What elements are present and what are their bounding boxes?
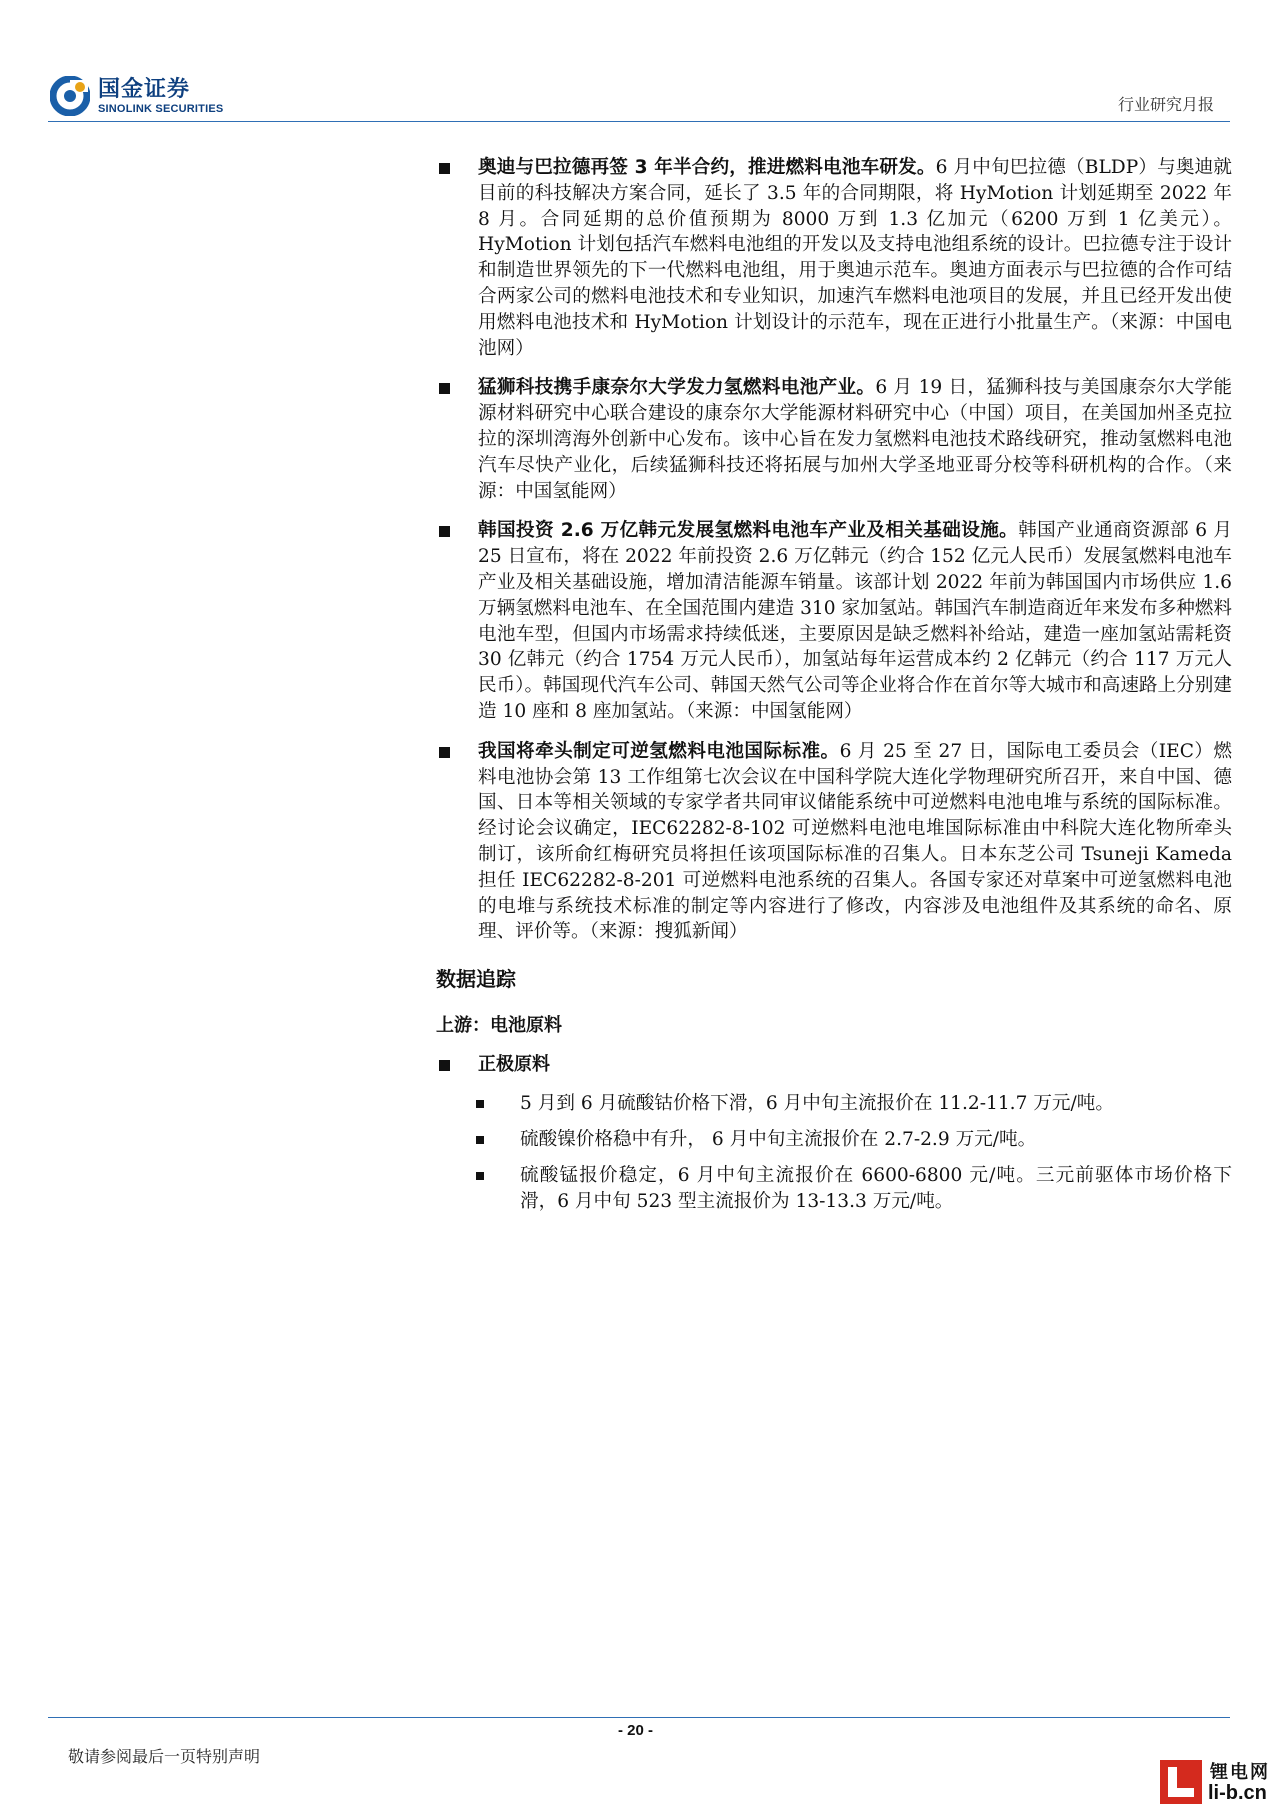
square-bullet-icon (439, 1060, 450, 1071)
data-item-text: 硫酸镍价格稳中有升， 6 月中旬主流报价在 2.7-2.9 万元/吨。 (520, 1128, 1037, 1150)
logo-chinese-name: 国金证券 (98, 76, 191, 102)
header-divider (48, 121, 1230, 122)
news-item (436, 739, 1232, 945)
report-type-label: 行业研究月报 (1117, 95, 1214, 114)
square-bullet-icon (439, 526, 450, 537)
li-b-logo-icon (1160, 1760, 1202, 1804)
watermark (1160, 1756, 1270, 1806)
news-paragraph (478, 739, 1232, 945)
news-headline: 韩国投资 2.6 万亿韩元发展氢燃料电池车产业及相关基础设施。 (478, 520, 1019, 542)
section-subtitle: 上游：电池原料 (436, 1015, 562, 1037)
footer-disclaimer: 敬请参阅最后一页特别声明 (68, 1747, 261, 1766)
square-bullet-icon (439, 383, 450, 394)
news-item (436, 155, 1232, 361)
data-item (436, 1127, 1232, 1153)
footer-divider (48, 1717, 1230, 1718)
data-item-text: 5 月到 6 月硫酸钴价格下滑，6 月中旬主流报价在 11.2-11.7 万元/吨。 (520, 1093, 1114, 1115)
news-item (436, 518, 1232, 724)
sinolink-logo-icon (50, 76, 90, 116)
news-paragraph (478, 375, 1232, 504)
category-label: 正极原料 (478, 1054, 550, 1076)
news-body: 6 月 25 至 27 日，国际电工委员会（IEC）燃料电池协会第 13 工作组第七次会议在中国科学院大连化学物理研究所召开，来自中国、德国、日本等相关领域的专家学者共同审议储能系统中可逆燃料电池电堆与系统的国际标准。经讨论会议确定，IEC62282-8-102 可逆燃料电池电堆国际标准由中科院大连化物所牵头制订，该所俞红梅研究员将担任该项国际标准的召集人。日本东芝公司 Tsuneji Kameda 担任 IEC62282-8-201 可逆燃料电池系统的召集人。各国专家还对草案中可逆氢燃料电池的电堆与系统技术标准的制定等内容进行了修改，内容涉及电池组件及其系统的命名、原理、评价等。（来源：搜狐新闻） (478, 740, 1232, 943)
square-bullet-icon (439, 163, 450, 174)
page-header (0, 0, 1280, 130)
square-bullet-icon (439, 747, 450, 758)
news-headline: 猛狮科技携手康奈尔大学发力氢燃料电池产业。 (478, 377, 876, 399)
watermark-chinese: 锂电网 (1210, 1762, 1270, 1783)
logo-english-name: SINOLINK SECURITIES (98, 102, 224, 115)
data-item (436, 1091, 1232, 1117)
category-heading (436, 1049, 1232, 1081)
news-paragraph (478, 155, 1232, 361)
news-body: 6 月 19 日，猛狮科技与美国康奈尔大学能源材料研究中心联合建设的康奈尔大学能源材料研究中心（中国）项目，在美国加州圣克拉拉的深圳湾海外创新中心发布。该中心旨在发力氢燃料电池技术路线研究，推动氢燃料电池汽车尽快产业化，后续猛狮科技还将拓展与加州大学圣地亚哥分校等科研机构的合作。（来源：中国氢能网） (478, 377, 1232, 502)
news-item (436, 375, 1232, 504)
data-item (436, 1163, 1232, 1215)
news-headline: 奥迪与巴拉德再签 3 年半合约，推进燃料电池车研发。 (478, 157, 936, 178)
news-body: 6 月中旬巴拉德（BLDP）与奥迪就目前的科技解决方案合同，延长了 3.5 年的合同期限，将 HyMotion 计划延期至 2022 年 8 月。合同延期的总价值预期为 8000 万到 1.3 亿加元（6200 万到 1 亿美元）。HyMotion 计划包括汽车燃料电池组的开发以及支持电池组系统的设计。巴拉德专注于设计和制造世界领先的下一代燃料电池组，用于奥迪示范车。奥迪方面表示与巴拉德的合作可结合两家公司的燃料电池技术和专业知识，加速汽车燃料电池项目的发展，并且已经开发出使用燃料电池技术和 HyMotion 计划设计的示范车，现在正进行小批量生产。（来源：中国电池网） (478, 157, 1232, 359)
news-paragraph (478, 518, 1232, 724)
news-body: 韩国产业通商资源部 6 月 25 日宣布，将在 2022 年前投资 2.6 万亿韩元（约合 152 亿元人民币）发展氢燃料电池车产业及相关基础设施，增加清洁能源车销量。该部计划 2022 年前为韩国国内市场供应 1.6 万辆氢燃料电池车、在全国范围内建造 310 家加氢站。韩国汽车制造商近年来发布多种燃料电池车型，但国内市场需求持续低迷，主要原因是缺乏燃料补给站，建造一座加氢站需耗资 30 亿韩元（约合 1754 万元人民币），加氢站每年运营成本约 2 亿韩元（约合 117 万元人民币）。韩国现代汽车公司、韩国天然气公司等企业将合作在首尔等大城市和高速路上分别建造 10 座和 8 座加氢站。（来源：中国氢能网） (478, 520, 1232, 722)
main-content (436, 155, 1232, 1222)
small-square-bullet-icon (476, 1100, 484, 1108)
watermark-domain: li-b.cn (1208, 1782, 1267, 1804)
small-square-bullet-icon (476, 1136, 484, 1144)
company-logo (50, 74, 223, 118)
data-item-text: 硫酸锰报价稳定，6 月中旬主流报价在 6600-6800 元/吨。三元前驱体市场价格下滑，6 月中旬 523 型主流报价为 13-13.3 万元/吨。 (520, 1164, 1232, 1212)
news-headline: 我国将牵头制定可逆氢燃料电池国际标准。 (478, 740, 840, 762)
small-square-bullet-icon (476, 1172, 484, 1180)
section-title: 数据追踪 (436, 967, 516, 992)
page-number: - 20 - (618, 1722, 654, 1739)
